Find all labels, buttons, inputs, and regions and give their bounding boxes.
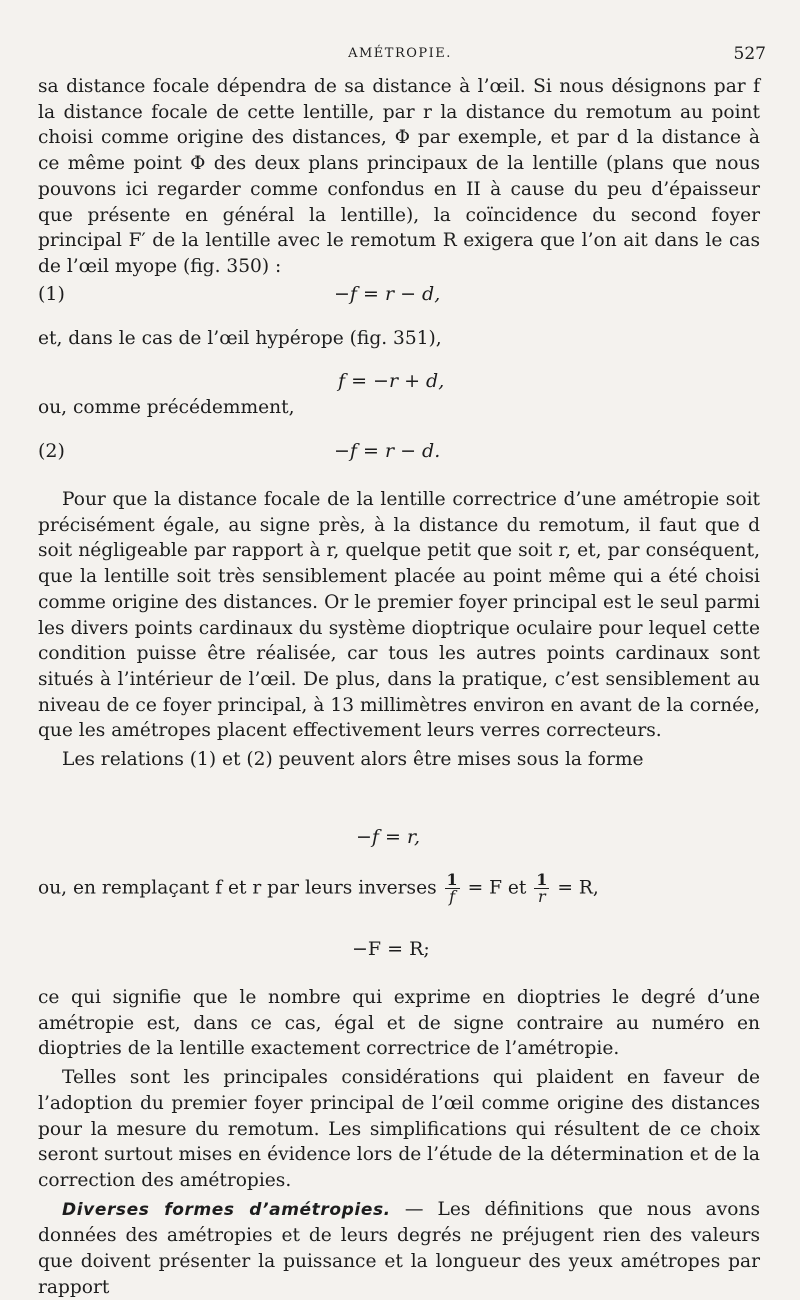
equation-formula: f = −r + d, <box>338 370 445 392</box>
equation-number: (2) <box>38 440 65 462</box>
fraction-one-over-r <box>534 872 549 905</box>
paragraph-forms <box>38 1197 760 1300</box>
fraction-denominator: r <box>538 887 546 906</box>
paragraph-diopters <box>38 985 760 1300</box>
fraction-denominator: f <box>449 887 456 906</box>
section-heading: Diverses formes d’amétropies. <box>62 1199 391 1220</box>
fraction-one-over-f <box>445 872 460 905</box>
paragraph-lens-position <box>38 487 760 773</box>
page-number: 527 <box>733 44 766 64</box>
equation-formula: −f = r − d, <box>334 283 441 305</box>
equation-formula: −F = R; <box>352 938 430 960</box>
inverse-text-mid: = F et <box>461 877 533 899</box>
paragraph-considerations: Telles sont les principales considérations qui plaident en faveur de l’adoption du premier foyer principal de l’œil comme origine des distances pour la mesure du remotum. Les simplifications qui résultent de ce choix seront surtout mises en évidence lors de l’étude de la détermination et de la correction des amétropies. <box>38 1067 760 1191</box>
page-header <box>0 46 800 70</box>
fraction-numerator: 1 <box>536 870 548 889</box>
equation-number: (1) <box>38 283 65 305</box>
paragraph-text: ce qui signifie que le nombre qui exprime en dioptries le degré d’une amétropie est, dans ce cas, égal et de signe contraire au numéro en dioptries de la lentille exactement correctrice de l’amétropie. <box>38 987 760 1060</box>
paragraph-text: sa distance focale dépendra de sa distance à l’œil. Si nous désignons par f la distance focale de cette lentille, par r la distance du remotum au point choisi comme origine des distances, Φ par exemple, et par d la distance à ce même point Φ des deux plans principaux de la lentille (plans que nous pouvons ici regarder comme confondus en II à cause du peu d’épaisseur que présente en général la lentille), la coïncidence du second foyer principal F′ de la lentille avec le remotum R exigera que l’on ait dans le cas de l’œil myope (fig. 350) : <box>38 76 760 277</box>
paragraph-relations: Les relations (1) et (2) peuvent alors être mises sous la forme <box>62 749 644 771</box>
paragraph-text: Pour que la distance focale de la lentille correctrice d’une amétropie soit précisément égale, au signe près, à la distance du remotum, il faut que d soit négligeable par rapport à r, quelque petit que soit r, et, par conséquent, que la lentille soit très sensiblement placée au point même qui a été choisi comme origine des distances. Or le premier foyer principal est le seul parmi les divers points cardinaux du système dioptrique oculaire pour lequel cette condition puisse être réalisée, car tous les autres points cardinaux sont situés à l’intérieur de l’œil. De plus, dans la pratique, c’est sensiblement au niveau de ce foyer principal, à 13 millimètres environ en avant de la cornée, que les amétropes placent effectivement leurs verres correcteurs. <box>38 489 760 742</box>
inverse-text-before: ou, en remplaçant f et r par leurs inverses <box>38 877 443 899</box>
equation-formula: −f = r − d. <box>334 440 441 462</box>
section-text: — Les définitions que nous avons données des amétropies et de leurs degrés ne préjugent rien des valeurs que doivent présenter la puissance et la longueur des yeux amétropes par rapport <box>38 1198 760 1298</box>
equation-formula: −f = r, <box>356 826 420 848</box>
fraction-numerator: 1 <box>446 870 458 889</box>
paragraph-focal-distance <box>38 74 760 280</box>
text-line-inverses <box>38 872 599 905</box>
inverse-text-after: = R, <box>551 877 599 899</box>
text-line-hyperope: et, dans le cas de l’œil hypérope (fig. 351), <box>38 328 442 349</box>
running-title: AMÉTROPIE. <box>348 46 452 61</box>
text-line-comme: ou, comme précédemment, <box>38 397 295 418</box>
